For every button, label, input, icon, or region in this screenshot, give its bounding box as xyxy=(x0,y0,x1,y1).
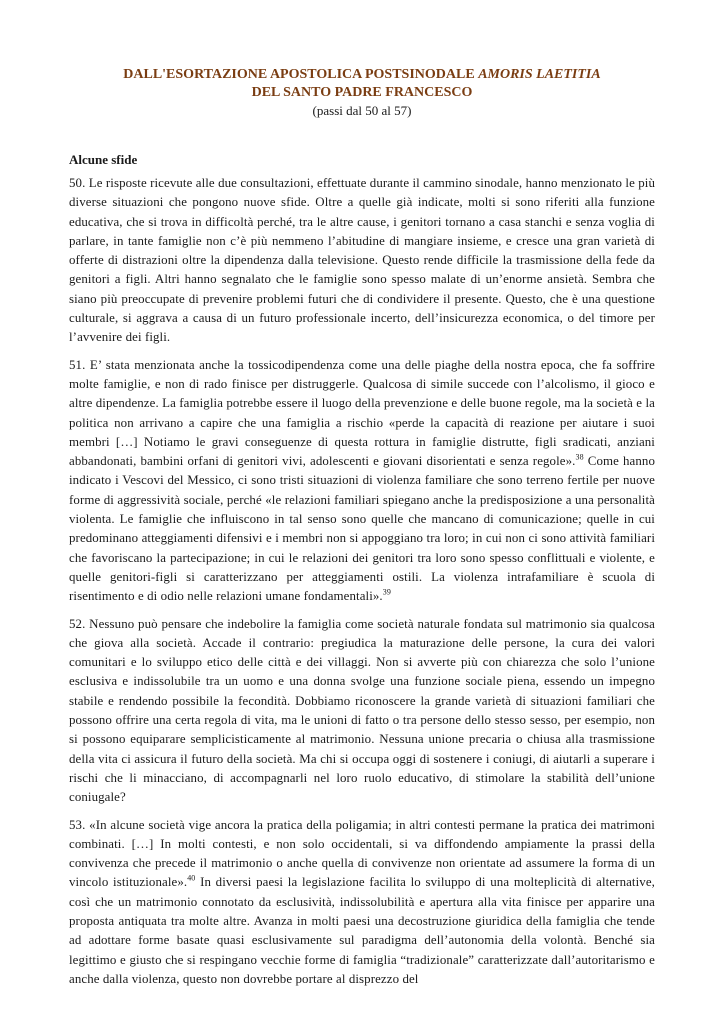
paragraph-53-text-a: 53. «In alcune società vige ancora la pratica della poligamia; in altri contesti permane la pratica dei matrimoni combinati. […] In molti contesti, e non solo occidentali, si va diffondendo ampiamente la prassi della convivenza che precede il matrimonio o anche quella di convivenze non orientate ad assumere la forma di un vincolo istituzionale». xyxy=(69,817,655,890)
footnote-ref-40: 40 xyxy=(187,874,196,884)
document-subtitle: (passi dal 50 al 57) xyxy=(312,103,412,118)
title-line2: DEL SANTO PADRE FRANCESCO xyxy=(251,85,473,100)
footnote-ref-38: 38 xyxy=(575,452,584,462)
title-line1-prefix: DALL'ESORTAZIONE APOSTOLICA POSTSINODALE xyxy=(123,67,479,82)
paragraph-51-text-a: 51. E’ stata menzionata anche la tossicodipendenza come una delle piaghe della nostra epoca, che fa soffrire molte famiglie, e non di rado finisce per distruggerle. Qualcosa di simile succede con l’alcolismo, il gioco e altre dipendenze. La famiglia potrebbe essere il luogo della prevenzione e delle buone regole, ma la società e la politica non arrivano a capire che una famiglia a rischio «perde la capacità di reazione per aiutare i suoi membri […] Notiamo le gravi conseguenze di questa rottura in famiglie distrutte, figli sradicati, anziani abbandonati, bambini orfani di genitori vivi, adolescenti e giovani disorientati e senza regole». xyxy=(69,357,655,469)
paragraph-50: 50. Le risposte ricevute alle due consultazioni, effettuate durante il cammino sinodale, hanno menzionato le più diverse situazioni che pongono nuove sfide. Oltre a quelle già indicate, molti si sono riferiti alla funzione educativa, che si trova in difficoltà perché, tra le altre cause, i genitori tornano a casa stanchi e senza voglia di parlare, in tante famiglie non c’è più nemmeno l’abitudine di mangiare insieme, e cresce una gran varietà di offerte di distrazioni oltre la dipendenza dalla televisione. Questo rende difficile la trasmissione della fede da genitori a figli. Altri hanno segnalato che le famiglie sono spesso malate di un’enorme ansietà. Sembra che siano più preoccupate di prevenire problemi futuri che di condividere il presente. Questo, che è una questione culturale, si aggrava a causa di un futuro professionale incerto, dell’insicurezza economica, o del timore per l’avvenire dei figli. xyxy=(69,176,655,345)
paragraph-52: 52. Nessuno può pensare che indebolire la famiglia come società naturale fondata sul matrimonio sia qualcosa che giova alla società. Accade il contrario: pregiudica la maturazione delle persone, la cura dei valori comunitari e lo sviluppo etico delle città e dei villaggi. Non si avverte più con chiarezza che solo l’unione esclusiva e indissolubile tra un uomo e una donna svolge una funzione sociale piena, essendo un impegno stabile e rendendo possibile la fecondità. Dobbiamo riconoscere la grande varietà di situazioni familiari che possono offrire una certa regola di vita, ma le unioni di fatto o tra persone dello stesso sesso, per esempio, non si possono equiparare semplicisticamente al matrimonio. Nessuna unione precaria o chiusa alla trasmissione della vita ci assicura il futuro della società. Ma chi si occupa oggi di sostenere i coniugi, di aiutarli a superare i rischi che li minacciano, di accompagnarli nel loro ruolo educativo, di stimolare la stabilità dell’unione coniugale? xyxy=(69,616,655,805)
paragraph-51 xyxy=(69,356,655,607)
footnote-ref-39: 39 xyxy=(382,587,391,597)
document-page xyxy=(69,66,655,997)
document-title xyxy=(69,66,655,102)
paragraph-51-text-b: Come hanno indicato i Vescovi del Messico, ci sono tristi situazioni di violenza familiare che sono terreno fertile per nuove forme di aggressività sociale, perché «le relazioni familiari spiegano anche la predisposizione a una personalità violenta. Le famiglie che influiscono in tal senso sono quelle che mancano di comunicazione; quelle in cui predominano atteggiamenti difensivi e i membri non si appoggiano tra loro; in cui non ci sono attività familiari che favoriscano la partecipazione; in cui le relazioni dei genitori tra loro sono spesso conflittuali e violente, e quelle genitori-figli si caratterizzano per atteggiamenti ostili. La violenza intrafamiliare è scuola di risentimento e di odio nelle relazioni umane fondamentali». xyxy=(69,454,656,604)
title-line1-italic: AMORIS LAETITIA xyxy=(478,67,601,82)
paragraph-53-text-b: In diversi paesi la legislazione facilita lo sviluppo di una molteplicità di alternative, così che un matrimonio connotato da esclusività, indissolubilità e apertura alla vita finisce per apparire una proposta antiquata tra molte altre. Avanza in molti paesi una decostruzione giuridica della famiglia che tende ad adottare forme basate quasi esclusivamente sul paradigma dell’autonomia della volontà. Benché sia legittimo e giusto che si respingano vecchie forme di famiglia “tradizionale” caratterizzate dall’autoritarismo e anche dalla violenza, questo non dovrebbe portare al disprezzo del xyxy=(69,875,655,986)
paragraph-53 xyxy=(69,816,655,990)
section-heading: Alcune sfide xyxy=(69,152,138,167)
